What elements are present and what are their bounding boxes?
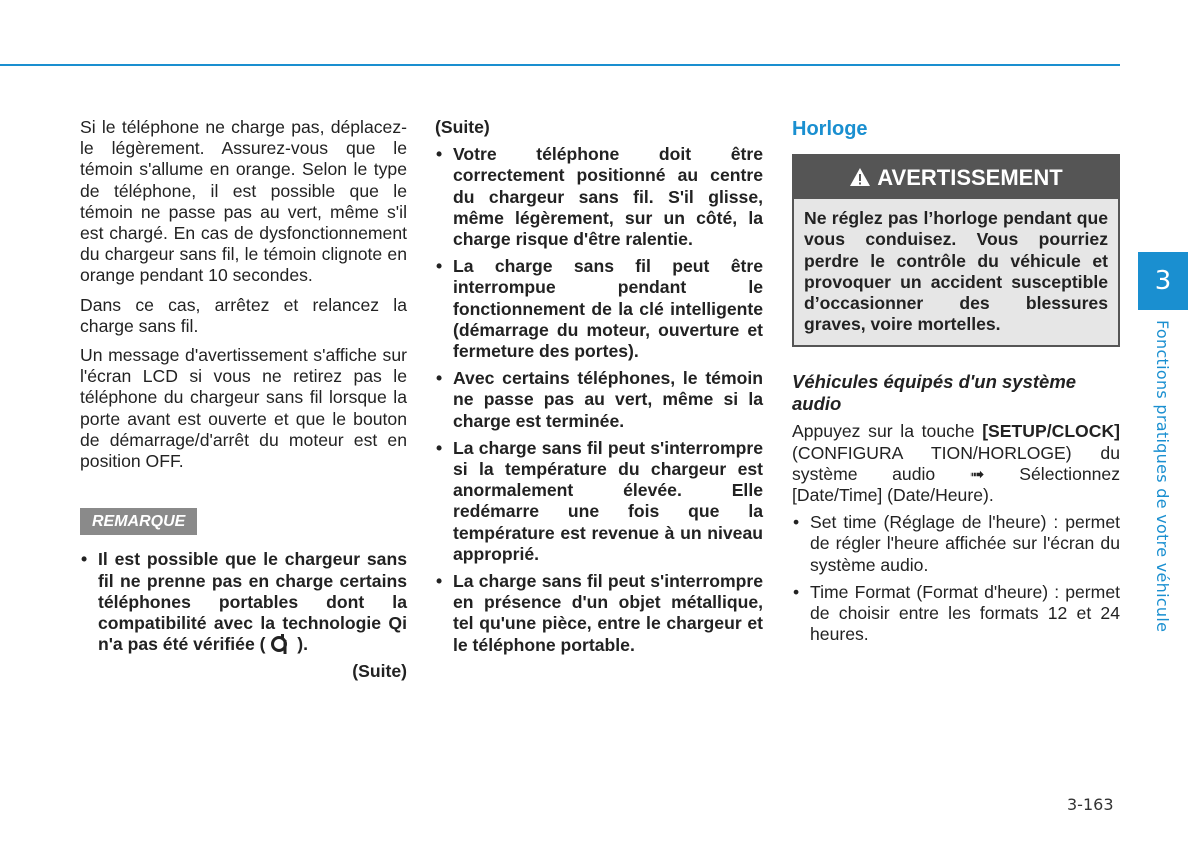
note-item bbox=[435, 256, 763, 362]
remark-badge: REMARQUE bbox=[80, 508, 197, 535]
setting-text: Time Format (Format d'heure) : permet de choisir entre les formats 12 et 24 heures. bbox=[810, 581, 1120, 645]
chapter-title-vertical: Fonctions pratiques de votre véhicule bbox=[1153, 320, 1172, 633]
chapter-tab: 3 bbox=[1138, 252, 1188, 310]
note-item bbox=[435, 438, 763, 565]
bullet-icon: • bbox=[793, 581, 800, 602]
continued-header: (Suite) bbox=[435, 117, 490, 137]
column-2 bbox=[435, 117, 763, 662]
remark-text-end: ). bbox=[297, 634, 309, 655]
paragraph-lcd-warning: Un message d'avertissement s'affiche sur l'écran LCD si vous ne retirez pas le téléphone du chargeur sans fil lorsque la porte avant est ouverte et que le bouton de démarrage/d'arrêt du moteur est en position OFF. bbox=[80, 345, 407, 472]
note-item bbox=[435, 571, 763, 656]
remark-list bbox=[80, 549, 407, 655]
setup-clock-key: [SETUP/CLOCK] bbox=[982, 421, 1121, 442]
bullet-icon: • bbox=[436, 256, 443, 277]
bullet-icon: • bbox=[436, 368, 443, 389]
instruction-post: (CONFIGURA TION/HORLOGE) du système audio bbox=[792, 442, 1120, 484]
qi-logo-icon bbox=[270, 634, 292, 654]
clock-settings-list bbox=[792, 512, 1120, 645]
note-text: Avec certains téléphones, le témoin ne passe pas au vert, même si la charge est terminée. bbox=[453, 368, 763, 431]
instruction-paragraph bbox=[792, 421, 1120, 506]
warning-triangle-icon bbox=[849, 167, 871, 187]
bullet-icon: • bbox=[81, 549, 88, 570]
note-item bbox=[435, 368, 763, 432]
top-rule bbox=[0, 64, 1120, 66]
bullet-icon: • bbox=[436, 144, 443, 165]
note-text: Votre téléphone doit être correctement positionné au centre du chargeur sans fil. S'il glisse, même légèrement, sur un côté, la charge risque d'être ralentie. bbox=[453, 144, 763, 250]
section-title-horloge: Horloge bbox=[792, 118, 868, 140]
setting-item bbox=[792, 582, 1120, 646]
note-text: La charge sans fil peut s'interrompre en présence d'un objet métallique, tel qu'une pièce, entre le chargeur et le téléphone portable. bbox=[453, 571, 763, 655]
warning-box bbox=[792, 154, 1120, 347]
arrow-right-icon: ➟ bbox=[969, 463, 985, 484]
bullet-icon: • bbox=[793, 512, 800, 533]
column-3 bbox=[792, 117, 1120, 651]
column-1 bbox=[80, 117, 407, 683]
remark-item bbox=[80, 549, 407, 655]
paragraph-charging-issue: Si le téléphone ne charge pas, déplacez-le légèrement. Assurez-vous que le témoin s'allume en orange. Selon le type de téléphone, il est possible que le témoin ne passe pas au vert, même s'il est chargé. En cas de dysfonctionnement du chargeur sans fil, le témoin clignote en orange pendant 10 secondes. bbox=[80, 117, 407, 286]
remark-text: Il est possible que le chargeur sans fil ne prenne pas en charge certains téléphones portables dont la compatibilité avec la technologie Qi n'a pas été vérifiée ( bbox=[98, 549, 407, 655]
paragraph-restart: Dans ce cas, arrêtez et relancez la charge sans fil. bbox=[80, 294, 407, 336]
charging-notes-list bbox=[435, 144, 763, 656]
warning-header bbox=[794, 156, 1118, 199]
instruction-pre: Appuyez sur la touche bbox=[792, 421, 975, 442]
subheading-audio: Véhicules équipés d'un système audio bbox=[792, 371, 1077, 415]
continued-label: (Suite) bbox=[352, 661, 407, 682]
warning-text: Ne réglez pas l’horloge pendant que vous conduisez. Vous pourriez perdre le contrôle du véhicule et provoquer un accident susceptible d’occasionner des blessures graves, voire mortelles. bbox=[794, 199, 1118, 345]
bullet-icon: • bbox=[436, 571, 443, 592]
note-text: La charge sans fil peut s'interrompre si la température du chargeur est anormalement élevée. Elle redémarre une fois que la température est revenue à un niveau approprié. bbox=[453, 437, 763, 564]
setting-item bbox=[792, 512, 1120, 576]
note-text: La charge sans fil peut être interrompue pendant le fonctionnement de la clé intelligente (démarrage du moteur, ouverture et fermeture des portes). bbox=[453, 256, 763, 362]
instruction-select: Sélectionnez [Date/Time] (Date/Heure). bbox=[792, 463, 1121, 506]
bullet-icon: • bbox=[436, 437, 443, 458]
warning-label: AVERTISSEMENT bbox=[877, 165, 1063, 191]
page-number: 3-163 bbox=[1067, 795, 1114, 814]
setting-text: Set time (Réglage de l'heure) : permet de régler l'heure affichée sur l'écran du système audio. bbox=[810, 512, 1120, 575]
note-item bbox=[435, 144, 763, 250]
